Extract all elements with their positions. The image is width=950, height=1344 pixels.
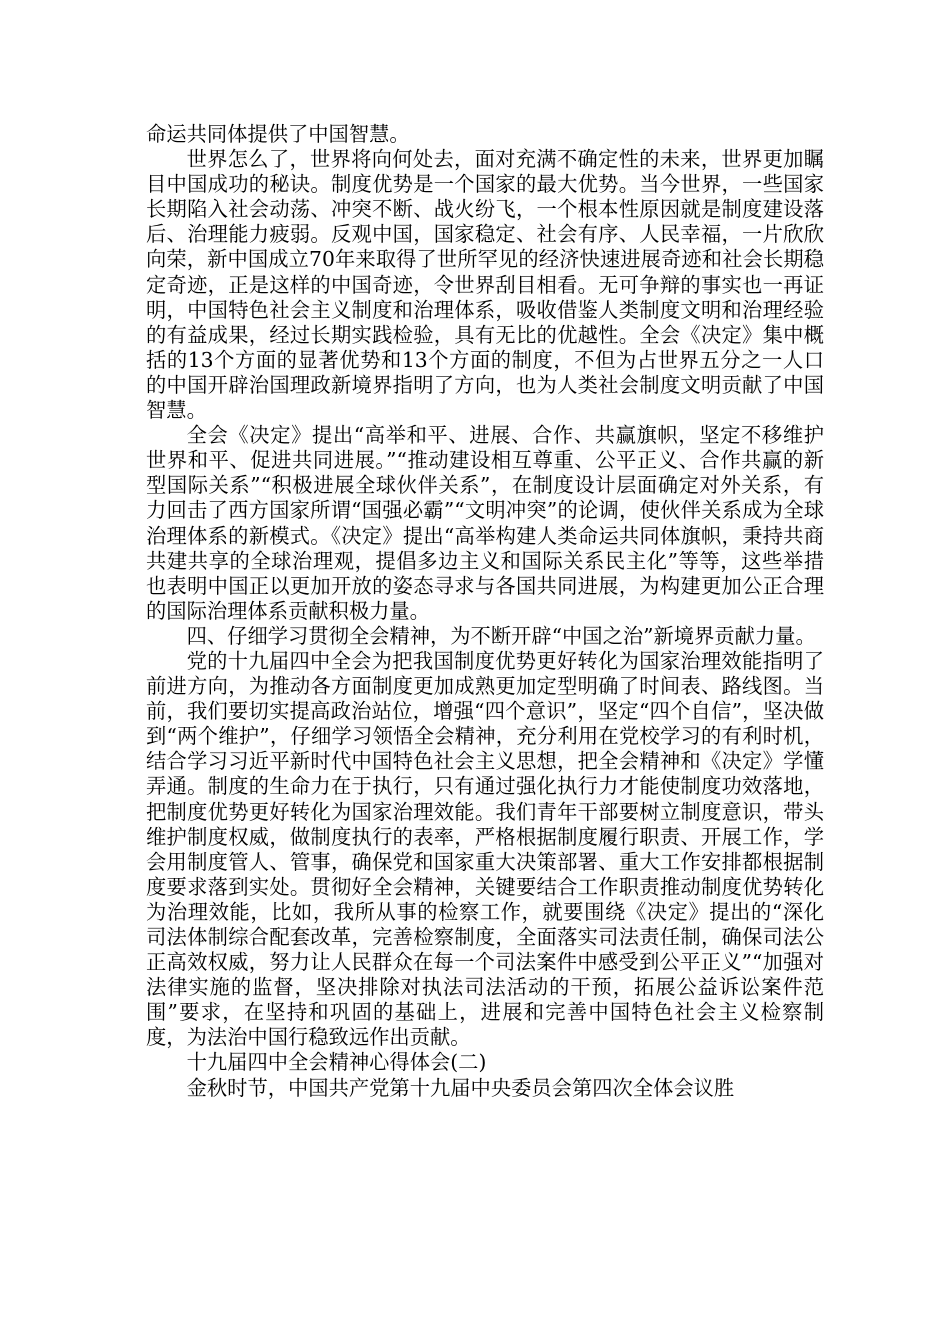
paragraph-2: 世界怎么了，世界将向何处去，面对充满不确定性的未来，世界更加瞩目中国成功的秘诀。制度优势是一个国家的最大优势。当今世界，一些国家长期陷入社会动荡、冲突不断、战火纷飞，一个根本性原因就是制度建设落后、治理能力疲弱。反观中国，国家稳定、社会有序、人民幸福，一片欣欣向荣，新中国成立70年来取得了世所罕见的经济快速进展奇迹和社会长期稳定奇迹，正是这样的中国奇迹，令世界刮目相看。无可争辩的事实也一再证明，中国特色社会主义制度和治理体系，吸收借鉴人类制度文明和治理经验的有益成果，经过长期实践检验，具有无比的优越性。全会《决定》集中概括的13个方面的显著优势和13个方面的制度，不但为占世界五分之一人口的中国开辟治国理政新境界指明了方向，也为人类社会制度文明贡献了中国智慧。	[146, 147, 824, 423]
article-title-2: 十九届四中全会精神心得体会(二)	[186, 1050, 487, 1075]
paragraph-3: 全会《决定》提出“高举和平、进展、合作、共赢旗帜，坚定不移维护世界和平、促进共同进展。”“推动建设相互尊重、公平正义、合作共赢的新型国际关系”“积极进展全球伙伴关系”，在制度设计层面确定对外关系，有力回击了西方国家所谓“国强必霸”“文明冲突”的论调，使伙伴关系成为全球治理体系的新模式。《决定》提出“高举构建人类命运共同体旗帜，秉持共商共建共享的全球治理观，提倡多边主义和国际关系民主化”等等，这些举措也表明中国正以更加开放的姿态寻求与各国共同进展，为构建更加公正合理的国际治理体系贡献积极力量。	[146, 423, 824, 623]
paragraph-5: 党的十九届四中全会为把我国制度优势更好转化为国家治理效能指明了前进方向，为推动各方面制度更加成熟更加定型明确了时间表、路线图。当前，我们要切实提高政治站位，增强“四个意识”，坚定“四个自信”，坚决做到“两个维护”，仔细学习领悟全会精神，充分利用在党校学习的有利时机，结合学习习近平新时代中国特色社会主义思想，把全会精神和《决定》学懂弄通。制度的生命力在于执行，只有通过强化执行力才能使制度功效落地，把制度优势更好转化为国家治理效能。我们青年干部要树立制度意识，带头维护制度权威，做制度执行的表率，严格根据制度履行职责、开展工作，学会用制度管人、管事，确保党和国家重大决策部署、重大工作安排都根据制度要求落到实处。贯彻好全会精神，关键要结合工作职责推动制度优势转化为治理效能，比如，我所从事的检察工作，就要围绕《决定》提出的“深化司法体制综合配套改革，完善检察制度，全面落实司法责任制，确保司法公正高效权威，努力让人民群众在每一个司法案件中感受到公平正义”“加强对法律实施的监督，坚决排除对执法司法活动的干预，拓展公益诉讼案件范围”要求，在坚持和巩固的基础上，进展和完善中国特色社会主义检察制度，为法治中国行稳致远作出贡献。	[146, 648, 824, 1050]
document-page	[146, 122, 824, 1101]
section-heading-4: 四、仔细学习贯彻全会精神，为不断开辟“中国之治”新境界贡献力量。	[186, 623, 816, 648]
paragraph-1: 命运共同体提供了中国智慧。	[146, 122, 410, 146]
paragraph-7: 金秋时节，中国共产党第十九届中央委员会第四次全体会议胜	[186, 1075, 735, 1100]
